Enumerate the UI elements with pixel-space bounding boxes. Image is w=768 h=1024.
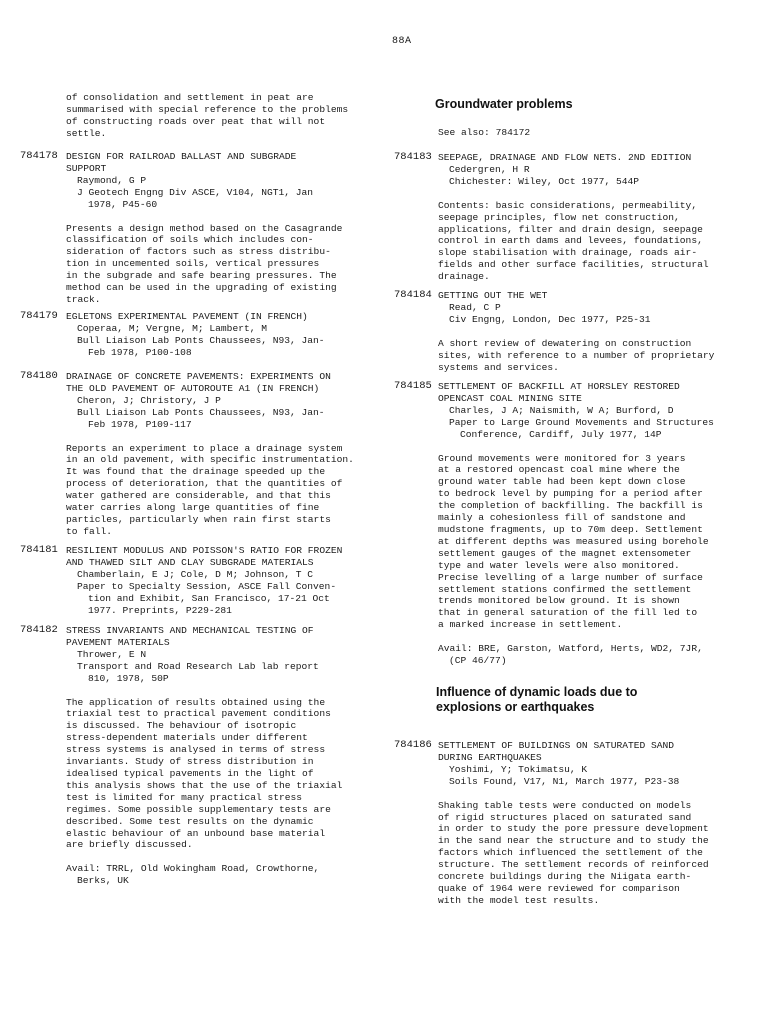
entry-source: Bull Liaison Lab Ponts Chaussees, N93, Jan-: [77, 334, 325, 346]
entry-number: 784182: [20, 624, 58, 636]
abstract-line: settlement stations confirmed the settlement: [438, 583, 692, 595]
entry-title: RESILIENT MODULUS AND POISSON'S RATIO FOR FROZEN: [66, 545, 343, 556]
entry-source: Paper to Specialty Session, ASCE Fall Conven-: [77, 580, 337, 592]
abstract-line: drainage.: [438, 271, 490, 283]
entry-number: 784183: [394, 151, 432, 163]
avail-line: Avail: BRE, Garston, Watford, Herts, WD2, 7JR,: [438, 643, 703, 655]
entry-body: [438, 740, 709, 907]
entry-source: 1977. Preprints, P229-281: [88, 604, 232, 616]
abstract-line: applications, filter and drain design, seepage: [438, 223, 703, 235]
abstract-line: mainly a cohesionless fill of sandstone and: [438, 512, 686, 524]
entry-source: Soils Found, V17, N1, March 1977, P23-38: [449, 775, 680, 787]
abstract-line: factors which influenced the settlement of the: [438, 847, 703, 859]
entry-source: 810, 1978, 50P: [88, 672, 169, 684]
entry-source: Paper to Large Ground Movements and Structures: [449, 416, 714, 428]
entry-number: 784185: [394, 380, 432, 392]
entry-title: OPENCAST COAL MINING SITE: [438, 392, 582, 404]
entry-authors: Chamberlain, E J; Cole, D M; Johnson, T C: [77, 568, 314, 580]
entry-title: DURING EARTHQUAKES: [438, 751, 542, 763]
entry-body: [66, 545, 342, 616]
abstract-line: It was found that the drainage speeded up the: [66, 466, 326, 478]
abstract-line: The application of results obtained using the: [66, 696, 326, 708]
abstract-line: that in general saturation of the fill led to: [438, 607, 698, 619]
entry-source: J Geotech Engng Div ASCE, V104, NGT1, Jan: [77, 186, 314, 198]
abstract-line: concrete buildings during the Niigata earth-: [438, 871, 692, 883]
entry-number: 784186: [394, 739, 432, 751]
abstract-line: type and water levels were also monitored.: [438, 559, 680, 571]
avail-line: Berks, UK: [77, 875, 129, 887]
entry-title: GETTING OUT THE WET: [438, 290, 548, 301]
abstract-line: Ground movements were monitored for 3 years: [438, 452, 686, 464]
abstract-line: particles, particularly when rain first starts: [66, 513, 331, 525]
abstract-line: settle.: [66, 127, 107, 139]
abstract-line: of constructing roads over peat that will not: [66, 115, 326, 127]
entry-body: [438, 152, 709, 283]
entry-title: EGLETONS EXPERIMENTAL PAVEMENT (IN FRENCH): [66, 311, 308, 322]
abstract-line: sites, with reference to a number of proprietary: [438, 349, 715, 361]
abstract-line: with the model test results.: [438, 894, 600, 906]
abstract-line: in order to study the pore pressure development: [438, 823, 709, 835]
abstract-line: summarised with special reference to the problems: [66, 103, 349, 115]
abstract-line: slope stabilisation with drainage, roads air-: [438, 247, 698, 259]
abstract-line: process of deterioration, that the quantities of: [66, 478, 343, 490]
abstract-line: invariants. Study of stress distribution in: [66, 756, 314, 768]
abstract-line: Reports an experiment to place a drainage system: [66, 442, 343, 454]
entry-number: 784179: [20, 310, 58, 322]
entry-number: 784184: [394, 289, 432, 301]
carryover-abstract: [66, 92, 378, 140]
entry-body: [66, 151, 342, 306]
entry-authors: Raymond, G P: [77, 174, 147, 186]
abstract-line: mudstone fragments, up to 70m deep. Settlement: [438, 523, 703, 535]
abstract-line: triaxial test to practical pavement conditions: [66, 708, 331, 720]
entry-source: tion and Exhibit, San Francisco, 17-21 Oct: [88, 592, 330, 604]
abstract-line: at a restored opencast coal mine where the: [438, 464, 680, 476]
entry-authors: Cheron, J; Christory, J P: [77, 394, 221, 406]
abstract-line: this analysis shows that the use of the triaxial: [66, 779, 343, 791]
abstract-line: Precise levelling of a large number of surface: [438, 571, 703, 583]
abstract-line: in the sand near the structure and to study the: [438, 835, 709, 847]
entry-body: [66, 371, 354, 538]
entry-number: 784178: [20, 150, 58, 162]
entry-title: THE OLD PAVEMENT OF AUTOROUTE A1 (IN FRENCH): [66, 382, 320, 394]
abstract-line: method can be used in the upgrading of existing: [66, 282, 337, 294]
abstract-line: tion in uncemented soils, vertical pressures: [66, 258, 320, 270]
abstract-line: fields and other surface facilities, structural: [438, 259, 709, 271]
abstract-line: of consolidation and settlement in peat are: [66, 92, 314, 103]
entry-source: Transport and Road Research Lab lab report: [77, 660, 319, 672]
abstract-line: systems and services.: [438, 361, 559, 373]
entry-number: 784180: [20, 370, 58, 382]
abstract-line: Contents: basic considerations, permeability,: [438, 199, 698, 211]
abstract-line: control in earth dams and levees, foundations,: [438, 235, 703, 247]
abstract-line: a marked increase in settlement.: [438, 619, 623, 631]
abstract-line: regimes. Some possible supplementary tests are: [66, 803, 331, 815]
abstract-line: are briefly discussed.: [66, 839, 193, 851]
abstract-line: of rigid structures placed on saturated sand: [438, 811, 692, 823]
entry-authors: Yoshimi, Y; Tokimatsu, K: [449, 763, 588, 775]
abstract-line: idealised typical pavements in the light of: [66, 767, 314, 779]
entry-authors: Coperaa, M; Vergne, M; Lambert, M: [77, 322, 267, 334]
abstract-line: sideration of factors such as stress distribu-: [66, 246, 331, 258]
abstract-line: water carries along large quantities of fine: [66, 502, 320, 514]
abstract-line: at different depths was measured using borehole: [438, 535, 709, 547]
see-also: See also: 784172: [438, 127, 531, 138]
section-heading-groundwater: Groundwater problems: [435, 97, 573, 111]
abstract-line: to bedrock level by pumping for a period after: [438, 488, 703, 500]
section-heading-line: Influence of dynamic loads due to: [436, 685, 638, 699]
entry-title: DESIGN FOR RAILROAD BALLAST AND SUBGRADE: [66, 151, 297, 162]
abstract-line: structure. The settlement records of reinforced: [438, 859, 709, 871]
entry-body: [66, 311, 325, 359]
abstract-line: stress-dependent materials under different: [66, 732, 308, 744]
abstract-line: described. Some test results on the dynamic: [66, 815, 314, 827]
abstract-line: Presents a design method based on the Casagrande: [66, 222, 343, 234]
abstract-line: classification of soils which includes con-: [66, 234, 314, 246]
entry-body: [66, 625, 342, 887]
entry-authors: Thrower, E N: [77, 648, 147, 660]
section-heading-dynamic-loads: [436, 685, 637, 714]
abstract-line: stress systems is analysed in terms of stress: [66, 744, 326, 756]
entry-authors: Charles, J A; Naismith, W A; Burford, D: [449, 404, 674, 416]
entry-source: Civ Engng, London, Dec 1977, P25-31: [449, 313, 651, 325]
entry-authors: Read, C P: [449, 301, 501, 313]
entry-body: [438, 381, 714, 667]
abstract-line: trends monitored below ground. It is shown: [438, 595, 680, 607]
abstract-line: seepage principles, flow net construction,: [438, 211, 680, 223]
entry-title: SETTLEMENT OF BACKFILL AT HORSLEY RESTORED: [438, 381, 680, 392]
abstract-line: ground water table had been kept down close: [438, 476, 686, 488]
section-heading-line: explosions or earthquakes: [436, 699, 595, 714]
avail-line: Avail: TRRL, Old Wokingham Road, Crowthorne,: [66, 863, 320, 875]
entry-body: [438, 290, 714, 373]
abstract-line: in the subgrade and safe bearing pressures. The: [66, 270, 337, 282]
abstract-line: test is limited for many practical stress: [66, 791, 303, 803]
abstract-line: is discussed. The behaviour of isotropic: [66, 720, 297, 732]
entry-source: Feb 1978, P100-108: [88, 346, 192, 358]
entry-source: Feb 1978, P109-117: [88, 418, 192, 430]
entry-title: STRESS INVARIANTS AND MECHANICAL TESTING OF: [66, 625, 314, 636]
abstract-line: A short review of dewatering on construction: [438, 337, 692, 349]
entry-title: SETTLEMENT OF BUILDINGS ON SATURATED SAND: [438, 740, 675, 751]
abstract-line: track.: [66, 293, 101, 305]
avail-line: (CP 46/77): [449, 655, 507, 667]
entry-source: Conference, Cardiff, July 1977, 14P: [460, 428, 662, 440]
abstract-line: to fall.: [66, 525, 113, 537]
abstract-line: elastic behaviour of an unbound base material: [66, 827, 326, 839]
entry-title: DRAINAGE OF CONCRETE PAVEMENTS: EXPERIMENTS ON: [66, 371, 331, 382]
abstract-line: in an old pavement, with specific instrumentation.: [66, 454, 354, 466]
abstract-line: quake of 1964 were reviewed for comparison: [438, 882, 680, 894]
abstract-line: water gathered are considerable, and that this: [66, 490, 331, 502]
abstract-line: settlement gauges of the magnet extensometer: [438, 547, 692, 559]
abstract-line: the completion of backfilling. The backfill is: [438, 500, 703, 512]
entry-source: 1978, P45-60: [88, 198, 158, 210]
entry-title: SUPPORT: [66, 162, 107, 174]
entry-title: SEEPAGE, DRAINAGE AND FLOW NETS. 2ND EDITION: [438, 152, 692, 163]
entry-number: 784181: [20, 544, 58, 556]
abstract-line: Shaking table tests were conducted on models: [438, 799, 692, 811]
entry-source: Bull Liaison Lab Ponts Chaussees, N93, Jan-: [77, 406, 325, 418]
page-number: 88A: [392, 36, 412, 47]
entry-title: AND THAWED SILT AND CLAY SUBGRADE MATERIALS: [66, 556, 314, 568]
entry-title: PAVEMENT MATERIALS: [66, 636, 170, 648]
entry-authors: Cedergren, H R: [449, 163, 530, 175]
entry-source: Chichester: Wiley, Oct 1977, 544P: [449, 175, 639, 187]
